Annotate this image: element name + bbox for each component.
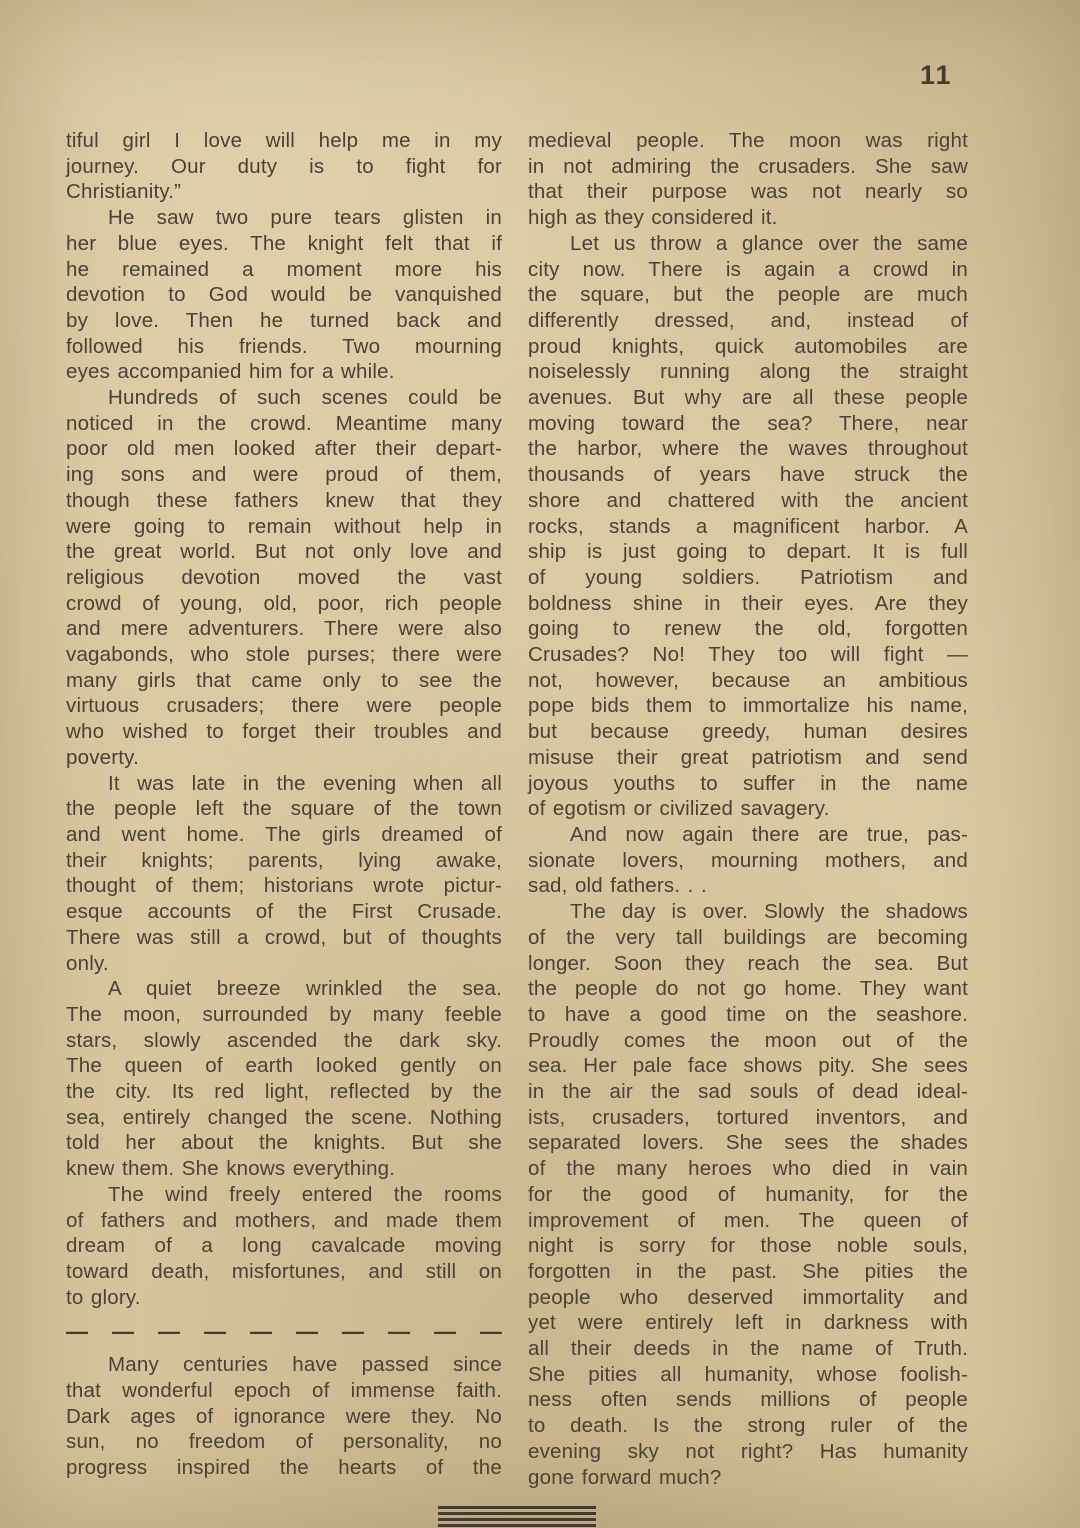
paragraph [66,1352,502,1481]
text-line: separated lovers. She sees the shades [528,1131,968,1155]
text-line: The queen of earth looked gently on [66,1054,502,1078]
text-line: city now. There is again a crowd in [528,257,968,281]
text-line: people who deserved immortality and [528,1285,968,1309]
text-line: of egotism or civilized savagery. [528,797,830,821]
paragraph [66,128,502,205]
text-line: knew them. She knows everything. [66,1157,396,1181]
text-line: night is sorry for those noble souls, [528,1234,968,1258]
text-line: Proudly comes the moon out of the [528,1028,968,1052]
text-line: who wished to forget their troubles and [66,720,502,744]
text-line: longer. Soon they reach the sea. But [528,951,968,975]
text-line: the harbor, where the waves throughout [528,437,968,461]
text-line: tiful girl I love will help me in my [66,129,502,152]
text-line: and mere adventurers. There were also [66,617,502,641]
text-line: he remained a moment more his [66,257,502,281]
text-line: thousands of years have struck the [528,463,968,487]
text-line: Dark ages of ignorance were they. No [66,1404,502,1428]
text-line: were going to remain without help in [66,514,502,538]
paragraph [66,1182,502,1311]
text-line: their knights; parents, lying awake, [66,848,502,872]
text-line: the people do not go home. They want [528,977,968,1001]
text-line: avenues. But why are all these people [528,386,968,410]
page-number: 11 [920,60,953,90]
text-line: crowd of young, old, poor, rich people [66,591,502,615]
text-line: joyous youths to suffer in the name [528,771,968,795]
left-column [66,128,502,1481]
text-line: to glory. [66,1285,141,1309]
text-line: thought of them; historians wrote pictur- [66,874,502,898]
text-line: the people left the square of the town [66,797,502,821]
text-line: of young soldiers. Patriotism and [528,565,968,589]
text-line: dream of a long cavalcade moving [66,1234,502,1258]
text-line: eyes accompanied him for a while. [66,360,395,384]
paragraph [66,771,502,977]
text-line: only. [66,951,109,975]
text-line: ness often sends millions of people [528,1388,968,1412]
text-line: ship is just going to depart. It is full [528,540,968,564]
text-line: yet were entirely left in darkness with [528,1311,968,1335]
text-line: shore and chattered with the ancient [528,488,968,512]
text-line: And now again there are true, pas- [570,822,968,846]
text-line: The wind freely entered the rooms [108,1182,502,1206]
text-line: that wonderful epoch of immense faith. [66,1379,502,1403]
text-line: journey. Our duty is to fight for [66,154,502,178]
text-line: It was late in the evening when all [108,771,502,795]
text-line: gone forward much? [528,1465,722,1489]
footer-rule-ornament [438,1506,596,1528]
text-line: Many centuries have passed since [108,1353,502,1377]
text-line: Christianity.” [66,180,182,204]
text-line: Let us throw a glance over the same [570,231,968,255]
text-line: moving toward the sea? There, near [528,411,968,435]
text-line: the city. Its red light, reflected by the [66,1080,502,1104]
text-line: to death. Is the strong ruler of the [528,1414,968,1438]
text-line: poor old men looked after their depart- [66,437,502,461]
text-line: virtuous crusaders; there were people [66,694,502,718]
text-line: many girls that came only to see the [66,668,502,692]
paragraph [528,822,968,899]
text-line: in the air the sad souls of dead ideal- [528,1080,968,1104]
text-line: her blue eyes. The knight felt that if [66,231,502,255]
text-line: poverty. [66,745,139,769]
text-line: stars, slowly ascended the dark sky. [66,1028,502,1052]
text-line: medieval people. The moon was right [528,129,968,152]
text-line: sun, no freedom of personality, no [66,1430,502,1454]
text-line: and went home. The girls dreamed of [66,822,502,846]
text-line: The day is over. Slowly the shadows [570,900,968,924]
text-line: pope bids them to immortalize his name, [528,694,968,718]
paragraph [528,128,968,231]
text-line: sea. Her pale face shows pity. She sees [528,1054,968,1078]
right-column [528,128,968,1490]
text-line: though these fathers knew that they [66,488,502,512]
paragraph [66,205,502,385]
text-line: the square, but the people are much [528,283,968,307]
text-line: vagabonds, who stole purses; there were [66,643,502,667]
text-line: sad, old fathers. . . [528,874,707,898]
text-line: Crusades? No! They too will fight — [528,643,968,667]
text-line: followed his friends. Two mourning [66,334,502,358]
text-line: proud knights, quick automobiles are [528,334,968,358]
text-line: improvement of men. The queen of [528,1208,968,1232]
text-line: forgotten in the past. She pities the [528,1259,968,1283]
text-line: misuse their great patriotism and send [528,745,968,769]
text-line: of fathers and mothers, and made them [66,1208,502,1232]
text-line: high as they considered it. [528,206,778,230]
text-line: for the good of humanity, for the [528,1182,968,1206]
text-line: The moon, surrounded by many feeble [66,1002,502,1026]
text-line: told her about the knights. But she [66,1131,502,1155]
text-line: esque accounts of the First Crusade. [66,900,502,924]
paragraph [528,231,968,822]
text-line: devotion to God would be vanquished [66,283,502,307]
paragraph [66,976,502,1182]
text-line: Hundreds of such scenes could be [108,386,502,410]
text-line: not, however, because an ambitious [528,668,968,692]
text-line: boldness shine in their eyes. Are they [528,591,968,615]
text-line: that their purpose was not nearly so [528,180,968,204]
text-line: the great world. But not only love and [66,540,502,564]
text-line: toward death, misfortunes, and still on [66,1259,502,1283]
text-line: by love. Then he turned back and [66,308,502,332]
text-line: progress inspired the hearts of the [66,1456,502,1480]
text-line: noiselessly running along the straight [528,360,968,384]
paragraph [528,899,968,1490]
text-line: in not admiring the crusaders. She saw [528,154,968,178]
text-line: ing sons and were proud of them, [66,463,502,487]
text-line: There was still a crowd, but of thoughts [66,925,502,949]
paragraph [66,385,502,771]
dashed-divider: — — — — — — — — — — [66,1319,502,1345]
text-line: all their deeds in the name of Truth. [528,1337,968,1361]
text-line: He saw two pure tears glisten in [108,206,502,230]
text-line: sea, entirely changed the scene. Nothing [66,1105,502,1129]
text-line: to have a good time on the seashore. [528,1002,968,1026]
text-line: sionate lovers, mourning mothers, and [528,848,968,872]
text-line: but because greedy, human desires [528,720,968,744]
text-line: ists, crusaders, tortured inventors, and [528,1105,968,1129]
text-line: going to renew the old, forgotten [528,617,968,641]
text-line: religious devotion moved the vast [66,565,502,589]
text-line: rocks, stands a magnificent harbor. A [528,514,968,538]
text-line: of the very tall buildings are becoming [528,925,968,949]
text-line: evening sky not right? Has humanity [528,1439,968,1463]
text-line: differently dressed, and, instead of [528,308,968,332]
text-line: noticed in the crowd. Meantime many [66,411,502,435]
text-line: of the many heroes who died in vain [528,1157,968,1181]
text-line: She pities all humanity, whose foolish- [528,1362,968,1386]
text-line: A quiet breeze wrinkled the sea. [108,977,502,1001]
